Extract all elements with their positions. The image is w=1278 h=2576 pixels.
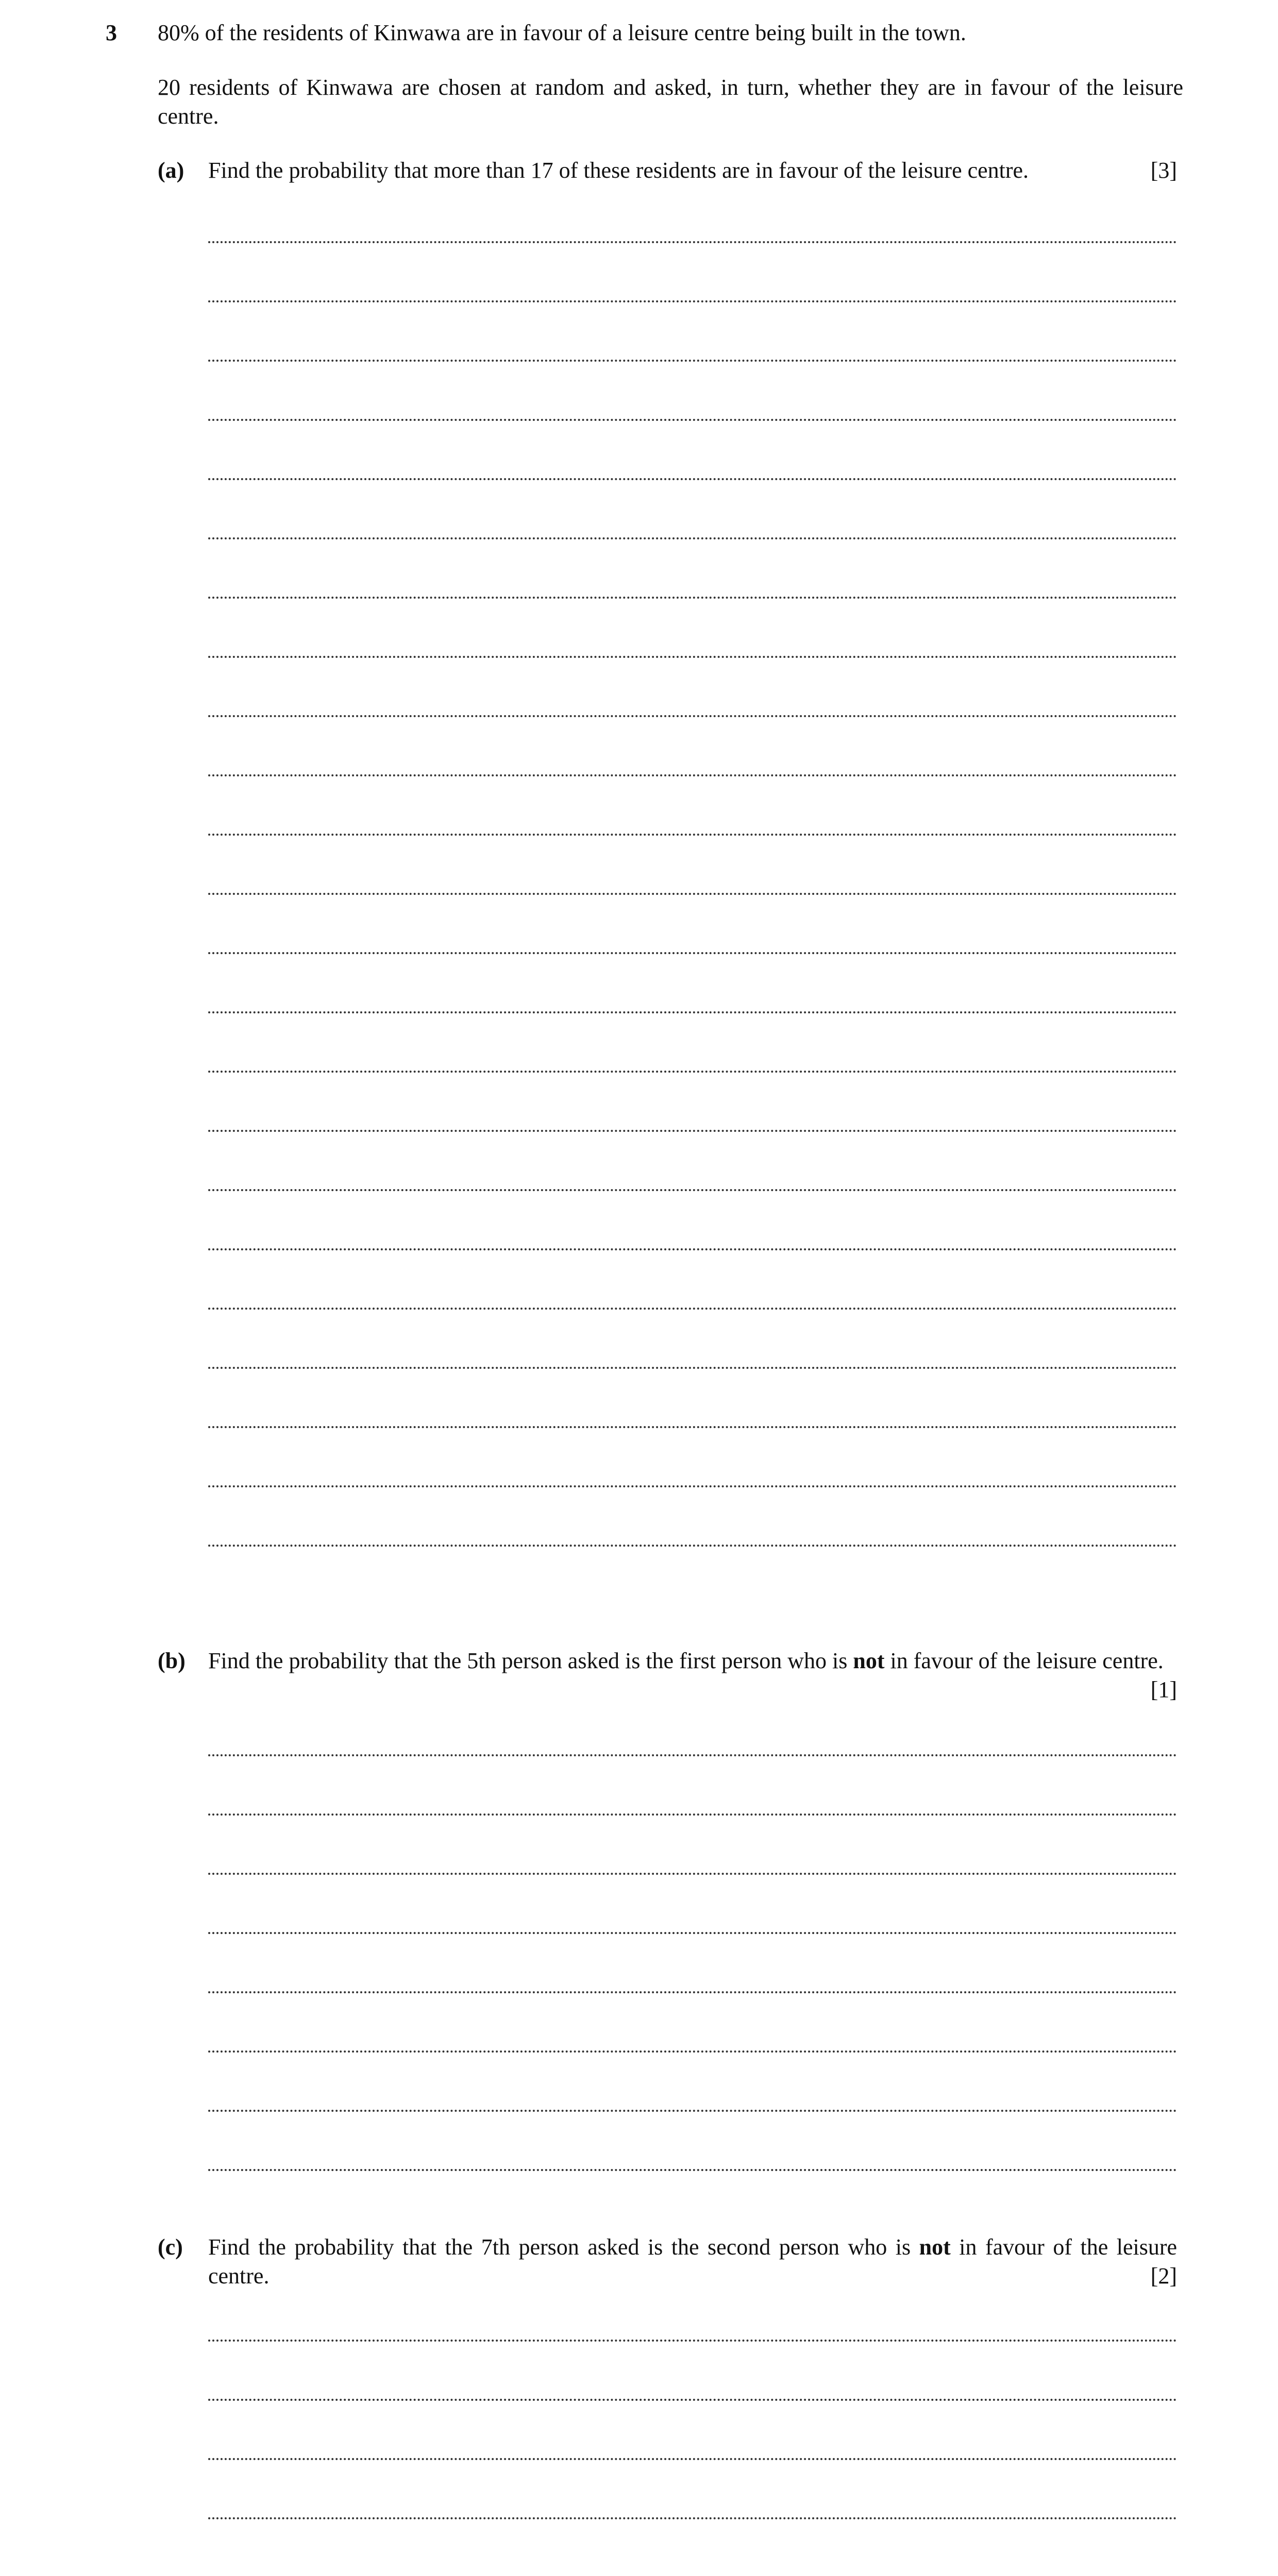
part-a-text: Find the probability that more than 17 of these residents are in favour of the leisure centre. (208, 158, 1029, 183)
answer-line (208, 1130, 1177, 1132)
answer-line (208, 1754, 1177, 1756)
answer-line (208, 597, 1177, 599)
part-b-text-bold: not (853, 1648, 885, 1673)
part-a-label: (a) (158, 158, 184, 183)
answer-line (208, 1248, 1177, 1250)
answer-line (208, 1367, 1177, 1369)
answer-line (208, 537, 1177, 539)
answer-line (208, 2399, 1177, 2401)
answer-line (208, 2050, 1177, 2053)
answer-line (208, 2110, 1177, 2112)
part-c-label: (c) (158, 2234, 183, 2260)
part-c-text-bold: not (919, 2234, 951, 2260)
answer-line (208, 1932, 1177, 1934)
part-c-marks: [2] (1150, 2263, 1177, 2289)
answer-line (208, 893, 1177, 895)
answer-line (208, 360, 1177, 362)
part-c-text-after: in favour of the leisure centre. (208, 2234, 1177, 2289)
answer-line (208, 419, 1177, 421)
answer-line (208, 1991, 1177, 1993)
part-b-label: (b) (158, 1648, 186, 1673)
answer-line (208, 478, 1177, 480)
part-b-text-after: in favour of the leisure centre. (884, 1648, 1164, 1673)
answer-line (208, 1485, 1177, 1487)
question-number: 3 (106, 20, 117, 45)
part-b-text (208, 1647, 1177, 1675)
answer-line (208, 2458, 1177, 2460)
question-intro-2: 20 residents of Kinwawa are chosen at random and asked, in turn, whether they are in favour of the leisure centre. (158, 75, 1183, 129)
part-b-marks: [1] (1150, 1677, 1177, 1702)
answer-line (208, 1873, 1177, 1875)
answer-line (208, 1071, 1177, 1073)
answer-line (208, 2169, 1177, 2171)
answer-line (208, 1189, 1177, 1191)
answer-line (208, 1308, 1177, 1310)
answer-line (208, 715, 1177, 717)
answer-line (208, 1426, 1177, 1428)
answer-line (208, 2340, 1177, 2342)
part-c-text-before: Find the probability that the 7th person asked is the second person who is (208, 2234, 919, 2260)
answer-line (208, 241, 1177, 243)
answer-line (208, 1545, 1177, 1547)
answer-line (208, 1814, 1177, 1816)
answer-line (208, 300, 1177, 302)
answer-line (208, 774, 1177, 776)
part-a-marks: [3] (1150, 158, 1177, 183)
answer-line (208, 1011, 1177, 1013)
answer-line (208, 834, 1177, 836)
answer-line (208, 656, 1177, 658)
part-b-text-before: Find the probability that the 5th person asked is the first person who is (208, 1648, 853, 1673)
question-intro-1: 80% of the residents of Kinwawa are in favour of a leisure centre being built in the town. (158, 20, 966, 45)
answer-line (208, 952, 1177, 954)
answer-line (208, 2517, 1177, 2519)
part-c-text (208, 2233, 1177, 2291)
